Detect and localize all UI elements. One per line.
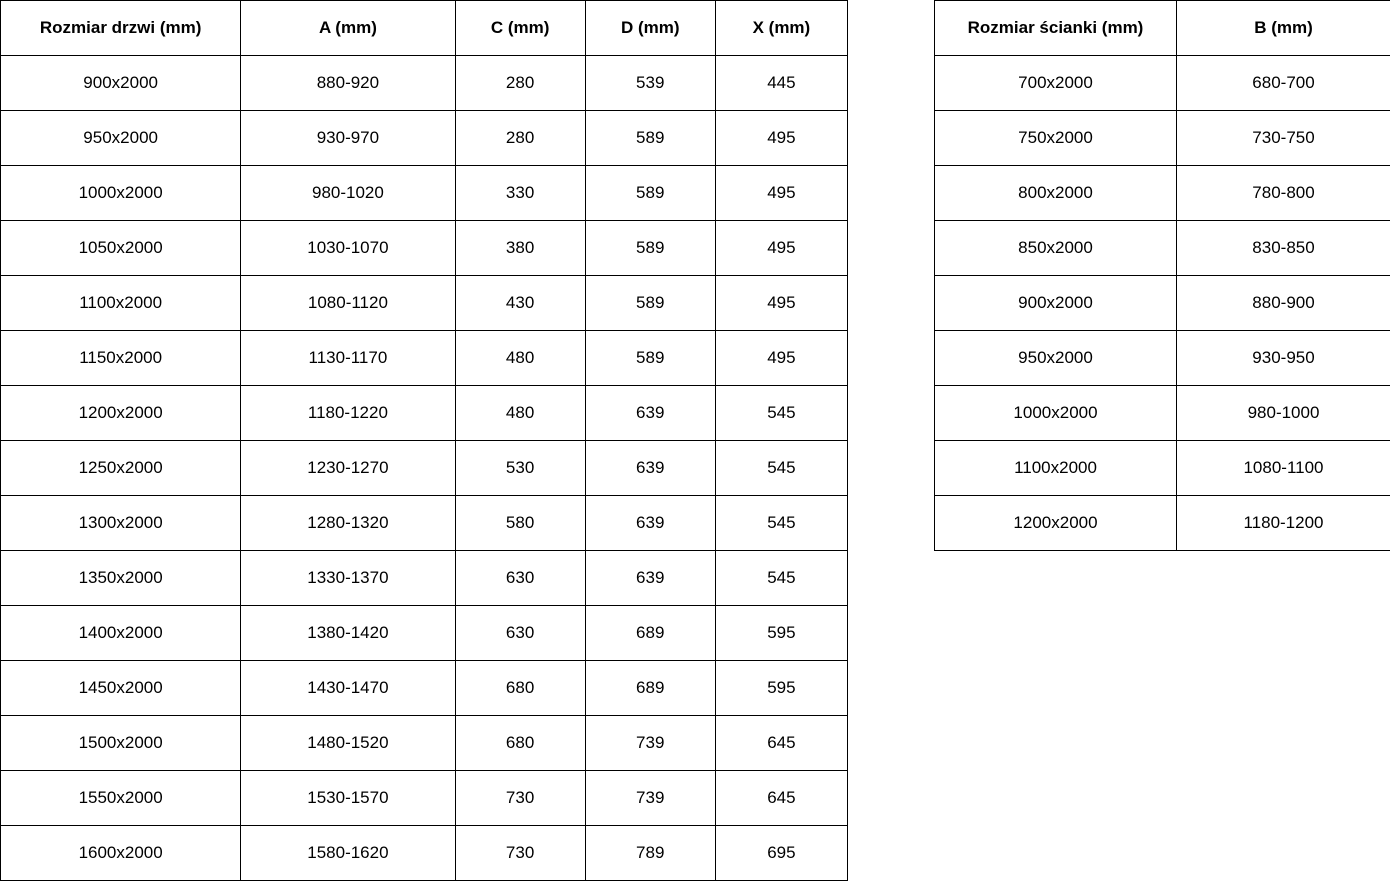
table-row (1, 276, 848, 331)
column-header-x: X (mm) (715, 1, 847, 56)
cell-x: 495 (715, 111, 847, 166)
cell-x: 545 (715, 386, 847, 441)
table-row (1, 331, 848, 386)
cell-door-size: 1400x2000 (1, 606, 241, 661)
table-row (1, 716, 848, 771)
cell-d: 589 (585, 221, 715, 276)
cell-d: 639 (585, 441, 715, 496)
cell-a: 1080-1120 (241, 276, 455, 331)
cell-wall-size: 900x2000 (935, 276, 1177, 331)
cell-d: 689 (585, 661, 715, 716)
table-row (935, 441, 1390, 496)
table-row (1, 661, 848, 716)
table-row (1, 441, 848, 496)
cell-c: 530 (455, 441, 585, 496)
cell-a: 1030-1070 (241, 221, 455, 276)
column-header-door-size: Rozmiar drzwi (mm) (1, 1, 241, 56)
cell-x: 545 (715, 496, 847, 551)
cell-c: 730 (455, 771, 585, 826)
cell-door-size: 1500x2000 (1, 716, 241, 771)
table-row (935, 496, 1390, 551)
cell-x: 545 (715, 551, 847, 606)
cell-door-size: 1050x2000 (1, 221, 241, 276)
cell-b: 930-950 (1177, 331, 1390, 386)
cell-door-size: 950x2000 (1, 111, 241, 166)
table-row (1, 771, 848, 826)
cell-wall-size: 800x2000 (935, 166, 1177, 221)
cell-c: 580 (455, 496, 585, 551)
cell-c: 330 (455, 166, 585, 221)
table-header-row (1, 1, 848, 56)
table-row (1, 386, 848, 441)
table-row (1, 826, 848, 881)
cell-d: 589 (585, 111, 715, 166)
cell-a: 1180-1220 (241, 386, 455, 441)
cell-c: 480 (455, 331, 585, 386)
cell-d: 739 (585, 771, 715, 826)
cell-b: 1080-1100 (1177, 441, 1390, 496)
cell-a: 1130-1170 (241, 331, 455, 386)
column-header-wall-size: Rozmiar ścianki (mm) (935, 1, 1177, 56)
cell-a: 1480-1520 (241, 716, 455, 771)
cell-a: 1330-1370 (241, 551, 455, 606)
cell-door-size: 1250x2000 (1, 441, 241, 496)
table-row (935, 331, 1390, 386)
cell-door-size: 1450x2000 (1, 661, 241, 716)
cell-a: 930-970 (241, 111, 455, 166)
cell-a: 1430-1470 (241, 661, 455, 716)
cell-a: 1230-1270 (241, 441, 455, 496)
cell-door-size: 1350x2000 (1, 551, 241, 606)
cell-x: 495 (715, 221, 847, 276)
cell-b: 880-900 (1177, 276, 1390, 331)
cell-a: 1380-1420 (241, 606, 455, 661)
cell-a: 1530-1570 (241, 771, 455, 826)
cell-wall-size: 1000x2000 (935, 386, 1177, 441)
table-header-row (935, 1, 1390, 56)
cell-door-size: 1550x2000 (1, 771, 241, 826)
cell-c: 280 (455, 56, 585, 111)
column-header-d: D (mm) (585, 1, 715, 56)
cell-a: 1280-1320 (241, 496, 455, 551)
cell-c: 680 (455, 716, 585, 771)
cell-wall-size: 750x2000 (935, 111, 1177, 166)
cell-b: 680-700 (1177, 56, 1390, 111)
cell-d: 689 (585, 606, 715, 661)
table-row (1, 111, 848, 166)
column-header-b: B (mm) (1177, 1, 1390, 56)
cell-c: 630 (455, 606, 585, 661)
column-header-c: C (mm) (455, 1, 585, 56)
cell-door-size: 1200x2000 (1, 386, 241, 441)
cell-x: 595 (715, 606, 847, 661)
cell-door-size: 1600x2000 (1, 826, 241, 881)
cell-wall-size: 950x2000 (935, 331, 1177, 386)
cell-wall-size: 700x2000 (935, 56, 1177, 111)
cell-x: 445 (715, 56, 847, 111)
cell-x: 495 (715, 166, 847, 221)
cell-c: 280 (455, 111, 585, 166)
cell-a: 980-1020 (241, 166, 455, 221)
wall-size-table (934, 0, 1390, 551)
table-row (935, 56, 1390, 111)
table-row (1, 221, 848, 276)
cell-wall-size: 850x2000 (935, 221, 1177, 276)
table-row (1, 606, 848, 661)
table-row (935, 386, 1390, 441)
cell-d: 639 (585, 386, 715, 441)
cell-x: 495 (715, 276, 847, 331)
cell-door-size: 1150x2000 (1, 331, 241, 386)
cell-c: 430 (455, 276, 585, 331)
cell-door-size: 1000x2000 (1, 166, 241, 221)
cell-b: 830-850 (1177, 221, 1390, 276)
cell-b: 780-800 (1177, 166, 1390, 221)
cell-a: 1580-1620 (241, 826, 455, 881)
cell-x: 595 (715, 661, 847, 716)
cell-door-size: 1300x2000 (1, 496, 241, 551)
table-row (1, 551, 848, 606)
cell-a: 880-920 (241, 56, 455, 111)
cell-x: 695 (715, 826, 847, 881)
table-row (1, 166, 848, 221)
cell-c: 680 (455, 661, 585, 716)
table-row (1, 56, 848, 111)
cell-b: 980-1000 (1177, 386, 1390, 441)
cell-x: 545 (715, 441, 847, 496)
cell-wall-size: 1200x2000 (935, 496, 1177, 551)
cell-b: 1180-1200 (1177, 496, 1390, 551)
cell-d: 589 (585, 331, 715, 386)
cell-x: 645 (715, 716, 847, 771)
table-row (935, 166, 1390, 221)
cell-c: 730 (455, 826, 585, 881)
cell-wall-size: 1100x2000 (935, 441, 1177, 496)
cell-x: 645 (715, 771, 847, 826)
cell-c: 380 (455, 221, 585, 276)
cell-d: 789 (585, 826, 715, 881)
cell-d: 639 (585, 496, 715, 551)
cell-d: 589 (585, 166, 715, 221)
cell-door-size: 1100x2000 (1, 276, 241, 331)
cell-c: 630 (455, 551, 585, 606)
cell-d: 639 (585, 551, 715, 606)
cell-b: 730-750 (1177, 111, 1390, 166)
cell-c: 480 (455, 386, 585, 441)
column-header-a: A (mm) (241, 1, 455, 56)
cell-d: 589 (585, 276, 715, 331)
cell-d: 739 (585, 716, 715, 771)
cell-d: 539 (585, 56, 715, 111)
table-row (935, 276, 1390, 331)
table-row (935, 221, 1390, 276)
table-row (1, 496, 848, 551)
table-row (935, 111, 1390, 166)
cell-door-size: 900x2000 (1, 56, 241, 111)
cell-x: 495 (715, 331, 847, 386)
